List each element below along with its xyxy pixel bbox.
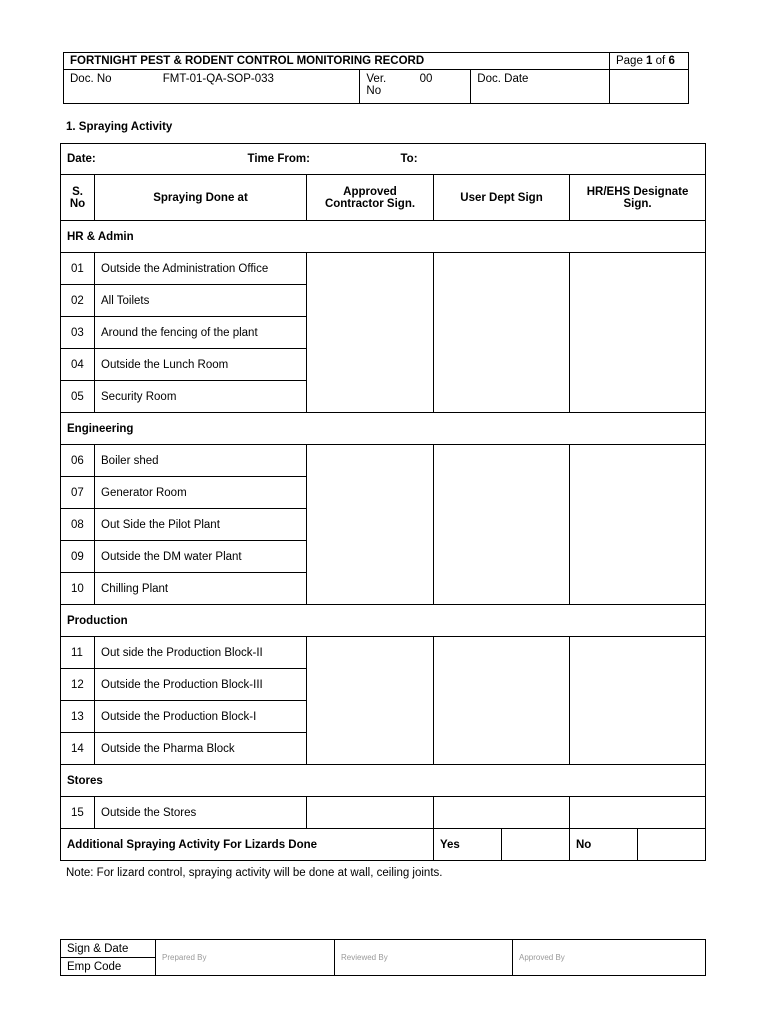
row-number: 04	[61, 349, 95, 381]
row-number: 03	[61, 317, 95, 349]
doc-no-label: Doc. No	[70, 73, 112, 85]
row-number: 06	[61, 445, 95, 477]
col-header-contractor-sign: Approved Contractor Sign.	[307, 175, 434, 221]
contractor-sign-cell[interactable]	[307, 637, 434, 765]
doc-no-cell	[64, 70, 360, 104]
ver-value: 00	[419, 73, 433, 85]
reviewed-by-field[interactable]: Reviewed By	[335, 940, 513, 976]
doc-date-value[interactable]	[609, 70, 688, 104]
row-number: 13	[61, 701, 95, 733]
footnote: Note: For lizard control, spraying activity will be done at wall, ceiling joints.	[66, 867, 443, 879]
doc-date-label: Doc. Date	[471, 70, 610, 104]
group-header: Stores	[61, 765, 706, 797]
page-indicator: Page 1 of 6	[609, 53, 688, 70]
time-from-label: Time From:	[247, 153, 310, 165]
row-number: 15	[61, 797, 95, 829]
row-location: Around the fencing of the plant	[95, 317, 307, 349]
to-label: To:	[400, 153, 418, 165]
row-location: Chilling Plant	[95, 573, 307, 605]
row-location: Outside the Lunch Room	[95, 349, 307, 381]
date-label: Date:	[67, 153, 96, 165]
table-row	[61, 445, 706, 477]
signature-table	[60, 939, 706, 976]
row-location: Outside the Production Block-I	[95, 701, 307, 733]
lizard-no-checkbox[interactable]	[638, 829, 706, 861]
user-dept-sign-cell[interactable]	[434, 637, 570, 765]
row-number: 14	[61, 733, 95, 765]
row-location: Outside the Stores	[95, 797, 307, 829]
col-header-user-dept-sign: User Dept Sign	[434, 175, 570, 221]
row-location: Outside the Production Block-III	[95, 669, 307, 701]
row-number: 09	[61, 541, 95, 573]
hr-ehs-sign-cell[interactable]	[570, 637, 706, 765]
group-header: HR & Admin	[61, 221, 706, 253]
col-header-hr-ehs-sign: HR/EHS Designate Sign.	[570, 175, 706, 221]
row-location: Outside the DM water Plant	[95, 541, 307, 573]
table-row	[61, 797, 706, 829]
row-number: 12	[61, 669, 95, 701]
hr-ehs-sign-cell[interactable]	[570, 253, 706, 413]
user-dept-sign-cell[interactable]	[434, 253, 570, 413]
approved-by-field[interactable]: Approved By	[513, 940, 706, 976]
row-location: Out side the Production Block-II	[95, 637, 307, 669]
row-number: 05	[61, 381, 95, 413]
row-number: 08	[61, 509, 95, 541]
row-location: All Toilets	[95, 285, 307, 317]
row-location: Generator Room	[95, 477, 307, 509]
user-dept-sign-cell[interactable]	[434, 797, 570, 829]
row-number: 11	[61, 637, 95, 669]
lizard-no-label: No	[570, 829, 638, 861]
hr-ehs-sign-cell[interactable]	[570, 445, 706, 605]
row-location: Security Room	[95, 381, 307, 413]
date-time-row[interactable]	[61, 144, 706, 175]
row-location: Out Side the Pilot Plant	[95, 509, 307, 541]
col-header-sno: S. No	[61, 175, 95, 221]
row-number: 01	[61, 253, 95, 285]
contractor-sign-cell[interactable]	[307, 797, 434, 829]
version-cell	[360, 70, 471, 104]
row-location: Outside the Pharma Block	[95, 733, 307, 765]
group-header: Production	[61, 605, 706, 637]
lizard-yes-checkbox[interactable]	[502, 829, 570, 861]
contractor-sign-cell[interactable]	[307, 445, 434, 605]
doc-no-value: FMT-01-QA-SOP-033	[162, 73, 274, 85]
section-title: 1. Spraying Activity	[66, 121, 173, 133]
group-header: Engineering	[61, 413, 706, 445]
table-row	[61, 637, 706, 669]
lizard-spraying-row	[61, 829, 706, 861]
row-location: Outside the Administration Office	[95, 253, 307, 285]
page-current: 1	[646, 55, 653, 67]
row-location: Boiler shed	[95, 445, 307, 477]
ver-label: Ver.	[366, 73, 387, 85]
row-number: 07	[61, 477, 95, 509]
lizard-yes-label: Yes	[434, 829, 502, 861]
sign-date-label: Sign & Date	[61, 940, 156, 958]
table-row	[61, 253, 706, 285]
row-number: 10	[61, 573, 95, 605]
emp-code-label: Emp Code	[61, 958, 156, 976]
spraying-activity-table	[60, 143, 706, 861]
lizard-spraying-label: Additional Spraying Activity For Lizards Done	[61, 829, 434, 861]
hr-ehs-sign-cell[interactable]	[570, 797, 706, 829]
ver-no-label: No	[366, 85, 382, 97]
page-total: 6	[668, 55, 675, 67]
col-header-location: Spraying Done at	[95, 175, 307, 221]
user-dept-sign-cell[interactable]	[434, 445, 570, 605]
prepared-by-field[interactable]: Prepared By	[156, 940, 335, 976]
row-number: 02	[61, 285, 95, 317]
document-title: FORTNIGHT PEST & RODENT CONTROL MONITORING RECORD	[64, 53, 610, 70]
document-header	[63, 52, 689, 104]
contractor-sign-cell[interactable]	[307, 253, 434, 413]
